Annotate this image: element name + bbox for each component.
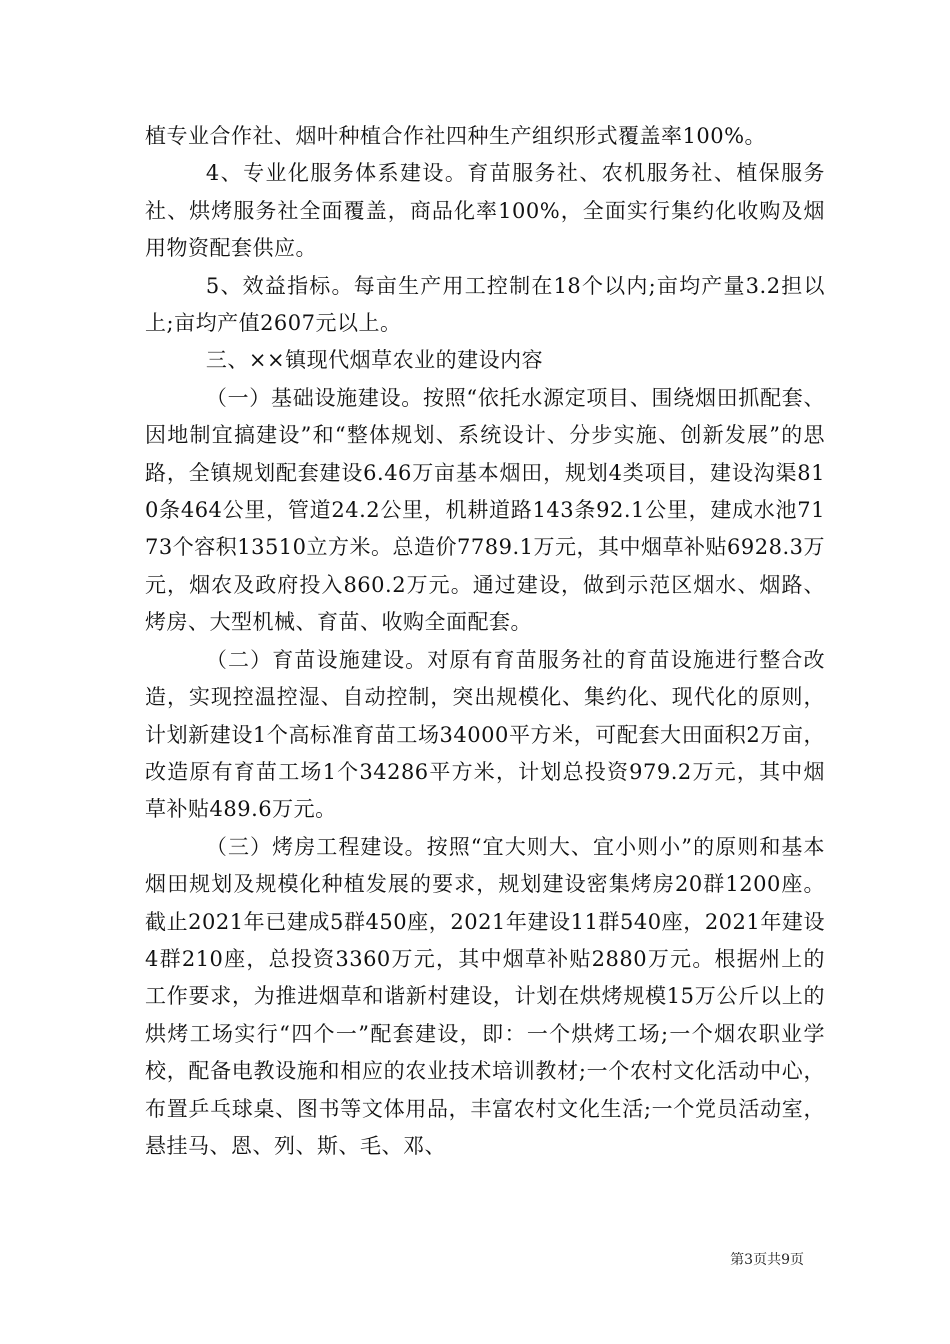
paragraph-curing-barns: （三）烤房工程建设。按照“宜大则大、宜小则小”的原则和基本烟田规划及规模化种植发展的要求，规划建设密集烤房20群1200座。截止2021年已建成5群450座，2021年建设11群540座，2021年建设4群210座，总投资3360万元，其中烟草补贴2880万元。根据州上的工作要求，为推进烟草和谐新村建设，计划在烘烤规模15万公斤以上的烘烤工场实行“四个一”配套建设，即：一个烘烤工场;一个烟农职业学校，配备电教设施和相应的农业技术培训教材;一个农村文化活动中心，布置乒乓球桌、图书等文体用品，丰富农村文化生活;一个党员活动室，悬挂马、恩、列、斯、毛、邓、 bbox=[145, 834, 825, 1158]
page-number-footer: 第3页共9页 bbox=[730, 1252, 804, 1268]
paragraph-seedling-facilities: （二）育苗设施建设。对原有育苗服务社的育苗设施进行整合改造，实现控温控湿、自动控制，突出规模化、集约化、现代化的原则，计划新建设1个高标准育苗工场34000平方米，可配套大田面积2万亩，改造原有育苗工场1个34286平方米，计划总投资979.2万元，其中烟草补贴489.6万元。 bbox=[145, 647, 825, 822]
paragraph-benefit-indicators: 5、效益指标。每亩生产用工控制在18个以内;亩均产量3.2担以上;亩均产值2607元以上。 bbox=[145, 273, 825, 336]
paragraph-service-system: 4、专业化服务体系建设。育苗服务社、农机服务社、植保服务社、烘烤服务社全面覆盖，商品化率100%，全面实行集约化收购及烟用物资配套供应。 bbox=[145, 161, 825, 261]
paragraph-continuation: 植专业合作社、烟叶种植合作社四种生产组织形式覆盖率100%。 bbox=[145, 124, 767, 148]
section-heading: 三、××镇现代烟草农业的建设内容 bbox=[205, 348, 544, 373]
paragraph-infrastructure: （一）基础设施建设。按照“依托水源定项目、围绕烟田抓配套、因地制宜搞建设”和“整体规划、系统设计、分步实施、创新发展”的思路，全镇规划配套建设6.46万亩基本烟田，规划4类项目，建设沟渠810条464公里，管道24.2公里，机耕道路143条92.1公里，建成水池7173个容积13510立方米。总造价7789.1万元，其中烟草补贴6928.3万元，烟农及政府投入860.2万元。通过建设，做到示范区烟水、烟路、烤房、大型机械、育苗、收购全面配套。 bbox=[145, 385, 825, 635]
document-body bbox=[145, 118, 825, 1165]
